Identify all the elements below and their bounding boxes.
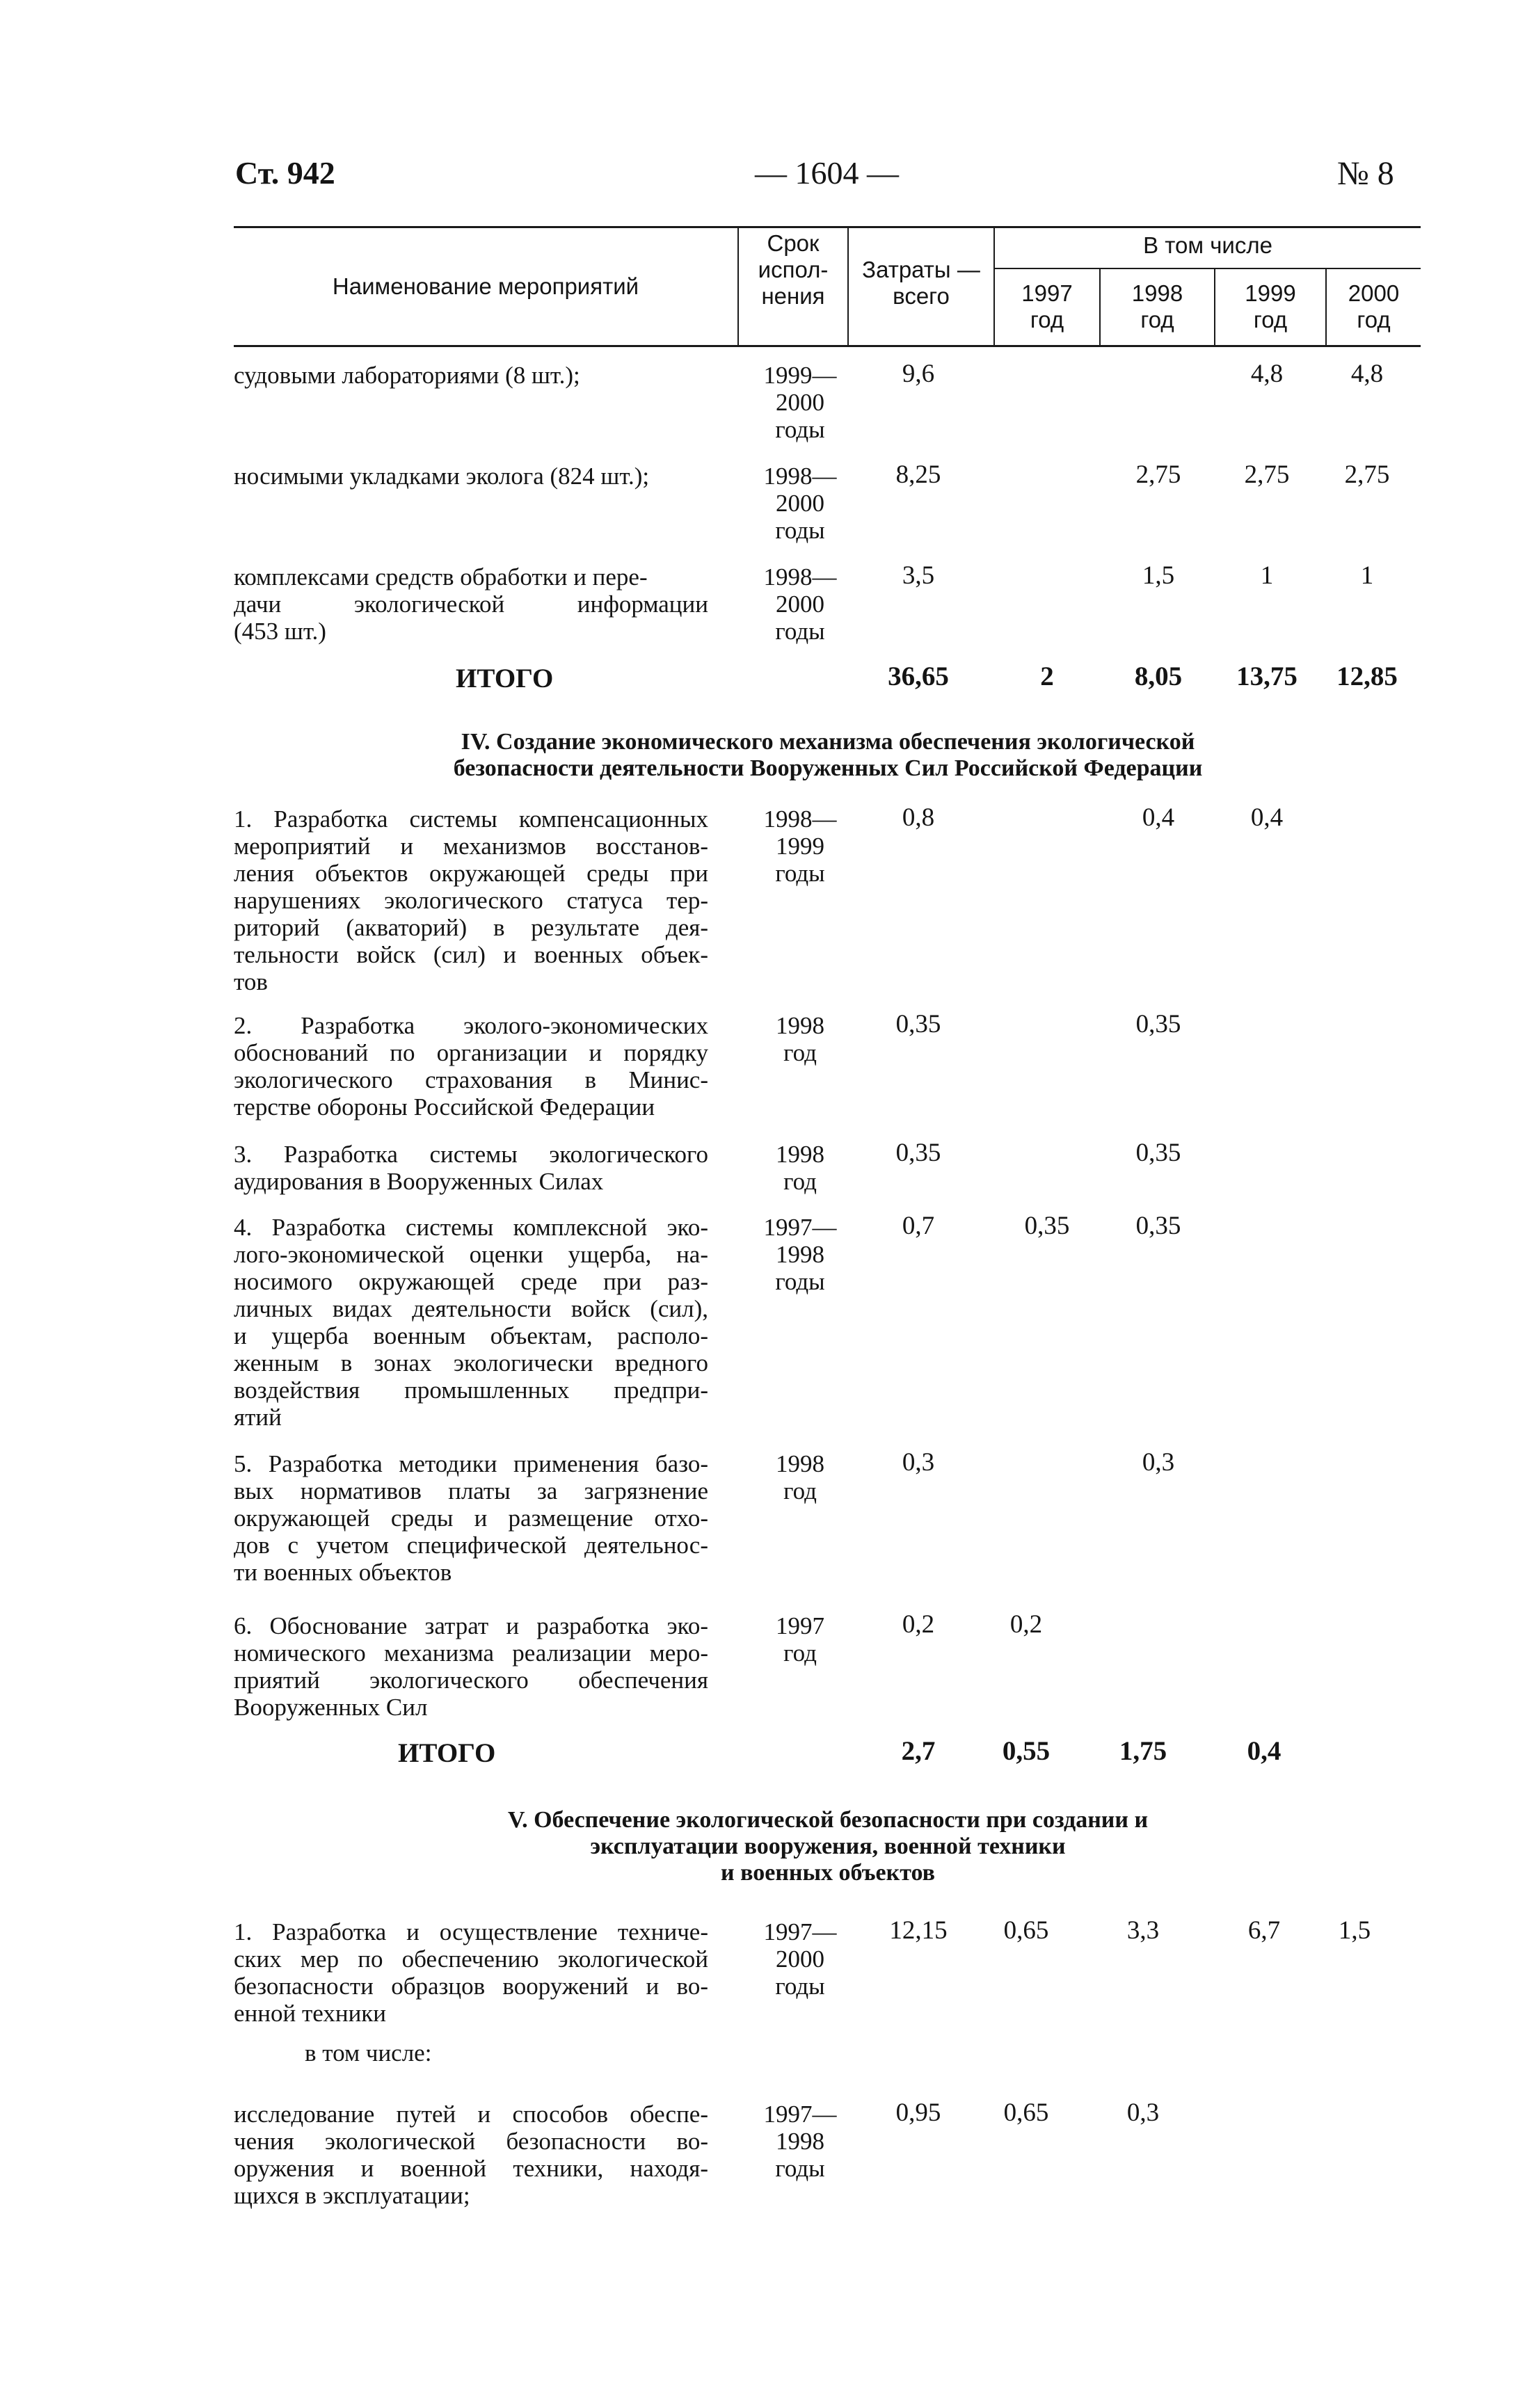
row-y1999: 2,75 <box>1244 460 1290 489</box>
header-srok: Срок <box>767 230 820 256</box>
row-srok: 1999— 2000 годы <box>763 362 837 443</box>
header-name-column: Наименование мероприятий <box>332 273 639 299</box>
section-heading-v: V. Обеспечение экологической безопасности при создании и эксплуатации вооружения, военной техники и военных объектов <box>507 1807 1149 1886</box>
row-y1998: 0,35 <box>1135 1010 1181 1038</box>
header-2000: год <box>1357 307 1391 332</box>
row-srok: 1997— 2000 годы <box>763 1918 837 2000</box>
total-y1997: 2 <box>1040 661 1054 691</box>
row-total: 0,95 <box>895 2098 941 2127</box>
row-total: 3,5 <box>902 561 935 590</box>
row-y1998: 0,3 <box>1126 2098 1160 2127</box>
row-total: 0,3 <box>902 1448 935 1477</box>
header-cost: Затраты — <box>862 257 980 282</box>
header-cost: всего <box>893 283 950 309</box>
header-1998: 1998 <box>1131 280 1183 306</box>
row-y1999: 0,4 <box>1250 803 1284 832</box>
header-1998: год <box>1140 307 1174 332</box>
issue-number: № 8 <box>1337 155 1394 192</box>
row-srok: 1998 год <box>776 1012 824 1066</box>
section-heading-iv: IV. Создание экономического механизма обеспечения экологической безопасности деятельности Вооруженных Сил Российской Федерации <box>453 729 1203 781</box>
row-y1997: 0,35 <box>1024 1212 1070 1240</box>
row-srok: 1997— 1998 годы <box>763 1214 837 1295</box>
row-y1998: 3,3 <box>1126 1916 1160 1945</box>
row-total: 8,25 <box>895 460 941 489</box>
row-total: 12,15 <box>889 1916 948 1945</box>
total-y1999: 13,75 <box>1236 661 1298 691</box>
row-y1998: 1,5 <box>1142 561 1175 590</box>
row-y1998: 0,35 <box>1135 1139 1181 1167</box>
row-srok: 1998— 2000 годы <box>763 563 837 645</box>
row-name-line: (453 шт.) <box>234 618 326 645</box>
row-srok: 1998 год <box>776 1450 824 1504</box>
row-name-line: судовыми лабораториями (8 шт.); <box>234 362 580 389</box>
including-label: в том числе: <box>305 2039 432 2066</box>
row-y1998: 0,3 <box>1142 1448 1175 1477</box>
row-y2000: 1,5 <box>1338 1916 1371 1945</box>
total-label: ИТОГО <box>456 664 554 693</box>
row-y1997: 0,2 <box>1009 1610 1043 1639</box>
row-srok: 1998 год <box>776 1141 824 1195</box>
row-y1999: 4,8 <box>1250 360 1284 388</box>
subheader-rule <box>995 268 1421 269</box>
header-1997: год <box>1030 307 1064 332</box>
header-including: В том числе <box>1143 232 1272 258</box>
total-y1997: 0,55 <box>1002 1736 1051 1766</box>
row-y1998: 0,35 <box>1135 1212 1181 1240</box>
row-y2000: 4,8 <box>1350 360 1384 388</box>
header-srok: испол- <box>758 257 829 282</box>
table-top-rule <box>234 226 1421 228</box>
header-srok: нения <box>761 283 825 309</box>
row-y1997: 0,65 <box>1003 2098 1049 2127</box>
row-name-line: носимыми укладками эколога (824 шт.); <box>234 463 650 490</box>
page-number: — 1604 — <box>755 155 899 191</box>
row-total: 0,35 <box>895 1010 941 1038</box>
row-y1999: 1 <box>1260 561 1274 590</box>
row-y1999: 6,7 <box>1247 1916 1281 1945</box>
row-total: 0,7 <box>902 1212 935 1240</box>
total-sum: 36,65 <box>888 661 949 691</box>
page-label: Ст. 942 <box>235 155 335 191</box>
row-total: 9,6 <box>902 360 935 388</box>
row-name-line: дачи экологической информации <box>234 591 708 618</box>
row-y1997: 0,65 <box>1003 1916 1049 1945</box>
row-srok: 1998— 2000 годы <box>763 463 837 544</box>
row-total: 0,2 <box>902 1610 935 1639</box>
row-srok: 1997 год <box>776 1612 824 1667</box>
row-y2000: 1 <box>1360 561 1374 590</box>
row-y1998: 0,4 <box>1142 803 1175 832</box>
row-name-line: комплексами средств обработки и пере- <box>234 563 648 591</box>
header-2000: 2000 <box>1348 280 1400 306</box>
row-y1998: 2,75 <box>1135 460 1181 489</box>
total-label: ИТОГО <box>398 1738 496 1768</box>
header-1999: год <box>1253 307 1288 332</box>
table-header-bottom-rule <box>234 345 1421 347</box>
total-y1999: 0,4 <box>1247 1736 1282 1766</box>
row-y2000: 2,75 <box>1344 460 1390 489</box>
row-srok: 1998— 1999 годы <box>763 805 837 887</box>
row-srok: 1997— 1998 годы <box>763 2101 837 2182</box>
header-1999: 1999 <box>1245 280 1296 306</box>
total-sum: 2,7 <box>901 1736 936 1766</box>
total-y2000: 12,85 <box>1336 661 1398 691</box>
row-total: 0,8 <box>902 803 935 832</box>
row-total: 0,35 <box>895 1139 941 1167</box>
total-y1998: 8,05 <box>1134 661 1183 691</box>
header-1997: 1997 <box>1021 280 1073 306</box>
total-y1998: 1,75 <box>1119 1736 1167 1766</box>
